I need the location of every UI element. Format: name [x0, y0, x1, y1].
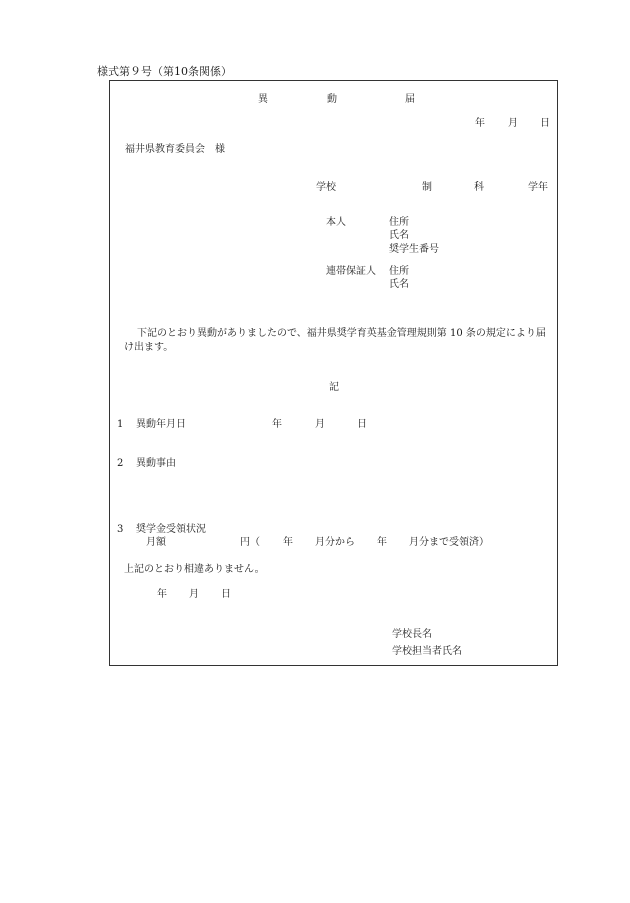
title-char-2: 動 — [327, 94, 337, 105]
addressee: 福井県教育委員会 様 — [125, 144, 225, 155]
item1-number: 1 — [117, 419, 124, 430]
item3-yen: 円（ — [240, 537, 260, 548]
item2-label: 異動事由 — [136, 458, 176, 469]
system-label: 制 — [422, 182, 432, 193]
person-address: 住所 — [389, 217, 409, 228]
item1-month: 月 — [315, 419, 325, 430]
item3-to: 月分まで受領済） — [409, 537, 489, 548]
body-text: 下記のとおり異動がありましたので、福井県奨学育英基金管理規則第 10 条の規定により届け出ます。 — [124, 328, 546, 353]
course-label: 科 — [474, 182, 484, 193]
form-label: 様式第９号（第10条関係） — [97, 65, 232, 78]
item3-label: 奨学金受領状況 — [136, 524, 206, 535]
item3-number: 3 — [117, 524, 124, 535]
certify-text: 上記のとおり相違ありません。 — [124, 564, 265, 575]
title-char-1: 異 — [258, 94, 268, 105]
item1-year: 年 — [272, 419, 282, 430]
top-date-year: 年 — [475, 118, 485, 129]
form-frame — [109, 80, 558, 666]
person-name: 氏名 — [389, 230, 409, 241]
title-char-3: 届 — [405, 94, 415, 105]
item3-year1: 年 — [283, 537, 293, 548]
top-date-month: 月 — [508, 118, 518, 129]
bottom-date-year: 年 — [157, 589, 167, 600]
grade-label: 学年 — [528, 182, 548, 193]
item3-monthly: 月額 — [146, 537, 166, 548]
guarantor-name: 氏名 — [389, 279, 409, 290]
guarantor-address: 住所 — [389, 266, 409, 277]
item3-from: 月分から — [315, 537, 355, 548]
item2-number: 2 — [117, 458, 124, 469]
staff-name: 学校担当者氏名 — [392, 646, 462, 657]
item3-year2: 年 — [377, 537, 387, 548]
person-label: 本人 — [326, 217, 346, 228]
top-date-day: 日 — [540, 118, 550, 129]
guarantor-label: 連帯保証人 — [326, 266, 376, 277]
ki-label: 記 — [329, 382, 339, 393]
person-student-no: 奨学生番号 — [389, 244, 439, 255]
item1-label: 異動年月日 — [136, 419, 186, 430]
bottom-date-month: 月 — [189, 589, 199, 600]
bottom-date-day: 日 — [221, 589, 231, 600]
principal-name: 学校長名 — [392, 629, 432, 640]
school-label: 学校 — [316, 182, 336, 193]
item1-day: 日 — [357, 419, 367, 430]
